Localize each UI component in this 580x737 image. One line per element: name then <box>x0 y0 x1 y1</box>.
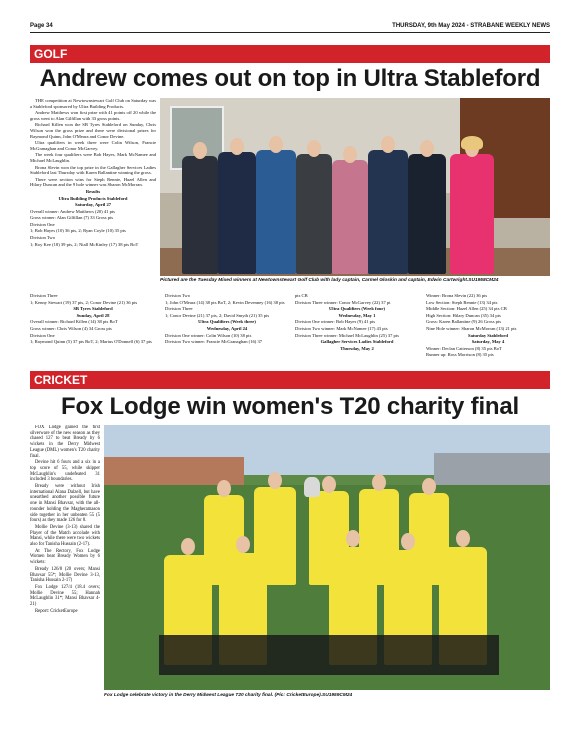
cricket-article-column: FOX Lodge gained the first silverware of the new season as they chased 127 to beat Bready by 6 wickets in the Derry Midwest League (DML) women's T20 charity final. Devine hit 6 fours and a six in a top score of 55, while skipper McLaughlin's undefeated 31 included 3 boundaries. Bready were without Irish international Alana Dalzell, but have unearthed another possible future one in Mansi Bhavsar, with the all-rounder holding the Magheramason side together in her unbeaten 55 (5 fours) as they made 126 for 8. Mollie Devine (3-13) shared the Player of the Match accolade with Mansi, while there were two wickets also for Tanisha Hussain (2-17). At The Rectory, Fox Lodge Women beat Bready Women by 6 wickets: Bready 126/8 (20 overs; Mansi Bhavsar 55*; Mollie Devine 3-13, Tanisha Hussain 2-17) Fox Lodge 127/4 (18.4 overs; Mollie Devine 55; Hannah McLaughlin 31*; Mansi Bhavsar 4-21) Report: CricketEurope <box>30 425 100 614</box>
player-head <box>456 530 470 547</box>
players-black-trousers <box>159 635 499 675</box>
section-banner-golf: GOLF <box>30 45 550 63</box>
person <box>368 150 408 274</box>
cricket-headline: Fox Lodge win women's T20 charity final <box>61 393 519 420</box>
trophy-icon <box>304 477 320 497</box>
person-head <box>420 140 434 157</box>
golf-results-col-1: Division Three 1; Kenny Stewart (19) 37 pts, 2; Conor Devine (21) 36 pts SB Tyres Stableford Sunday, April 28 Overall winner: Richard Killen (14) 38 pts BoT Gross winner: Chris Wilson (4) 34 Gross pts Division One 1; Raymond Quinn (5) 37 pts BoT, 2; Marius O'Donnell (6) 37 pts <box>30 293 152 345</box>
cricket-team-photo <box>104 425 550 690</box>
golf-headline: Andrew comes out on top in Ultra Stableford <box>39 65 541 92</box>
player-head <box>401 533 415 550</box>
player-head <box>268 472 282 489</box>
person <box>332 160 368 274</box>
page-number: Page 34 <box>30 23 53 29</box>
person-head <box>343 146 357 163</box>
cricket-photo-caption: Fox Lodge celebrate victory in the Derry Midwest League T20 charity final. (Pic: CricketEurope).SU1959CM24 <box>104 693 353 698</box>
person-head <box>269 136 283 153</box>
player-head <box>372 474 386 491</box>
player-head <box>422 478 436 495</box>
page-header <box>30 20 550 33</box>
date-line: THURSDAY, 9th May 2024 - STRABANE WEEKLY NEWS <box>392 23 550 29</box>
player-head <box>322 476 336 493</box>
results-heading: Results <box>85 188 101 194</box>
golf-team-photo <box>160 98 550 276</box>
person <box>408 154 446 274</box>
person <box>256 150 296 274</box>
person-head <box>230 138 244 155</box>
person-head <box>307 140 321 157</box>
person-head <box>381 136 395 153</box>
section-banner-cricket: CRICKET <box>30 371 550 389</box>
person <box>182 156 218 274</box>
person <box>296 154 332 274</box>
player-head <box>217 480 231 497</box>
golf-results-col-3: pts CB Division Three winner: Conor McGarvey (22) 37 pt Ultra Qualifiers (Week four) Wednesday, May 1 Division One winner: Bob Hayes (9) 41 pts Division Two winner: Mark McNamee (17) 43 pts Division Three winner: Michael McLaughlin (25) 37 pts Gallagher Services Ladies Stableford Thursday, May 2 <box>295 293 399 351</box>
golf-results-col-2: Division Two 1; John O'Meara (14) 38 pts BoT, 2; Kevin Devenney (16) 38 pts Division Three 1; Conor Devine (21) 37 pts, 2; David Smyth (21) 35 pts Ultra Qualifiers (Week three) Wednesday, April 24 Division One winner: Colin Wilson (10) 38 pts Division Two winner: Francie McGranaghan (16) 37 <box>165 293 285 345</box>
person-hair <box>461 136 483 150</box>
golf-photo-caption: Pictured are the Tuesday Mixed winners at Newtownstewart Golf Club with lady captain, Carmel Gloskin and captain, Edwin Cartwright.SU1958CM24 <box>160 278 499 283</box>
golf-article-column: THE competition at Newtownstewart Golf Club on Saturday was a Stableford sponsored by Ultra Building Products. Andrew Matthews won first prize with 41 points off 20 while the gross went to Alan Gilfillan with 33 gross points. Richard Killen won the SB Tyres Stableford on Sunday, Chris Wilson won the gross prize and there were divisional prizes for Raymond Quinn, John O'Meara and Conor Devine. Ultra qualifiers in week three were Colin Wilson, Francie McGranaghan and Conor McGarvey. The week four qualifiers were Bob Hayes, Mark McNamee and Michael McLaughlin. Brona Slevin won the top prize in the Gallagher Services Ladies Stableford last Thursday with Karen Ballantine winning the gross. There were section wins for Steph Rennie, Hazel Allen and Hilary Duncan and the 9 hole winner was Sharon McMorran. Results Ultra Building Products Stableford Saturday, April 27 Overall winner: Andrew Matthews (20) 41 pts Gross winner: Alan Gilfillan (7) 33 Gross pts Division One 1; Bob Hayes (10) 36 pts, 2; Ryan Coyle (10) 35 pts Division Two 1; Roy Kee (18) 39 pts, 2; Niall McKinley (17) 38 pts BoT <box>30 98 156 247</box>
person <box>450 154 494 274</box>
player-head <box>236 536 250 553</box>
player-head <box>181 538 195 555</box>
person-head <box>193 142 207 159</box>
golf-results-col-4: Winner: Brona Slevin (22) 36 pts Low Section: Steph Rennie (13) 34 pts Middle Section: Hazel Allen (25) 34 pts CB High Section: Hilary Duncan (35) 34 pts Gross: Karen Ballantine (9) 26 Gross pts Nine Hole winner: Sharon McMorran (13) 21 pts Saturday Stableford Saturday, May 4 Winner: Declan Catterson (8) 35 pts BoT Runner up: Ross Morrison (8) 35 pts <box>426 293 517 358</box>
person <box>218 152 256 274</box>
player-head <box>346 530 360 547</box>
